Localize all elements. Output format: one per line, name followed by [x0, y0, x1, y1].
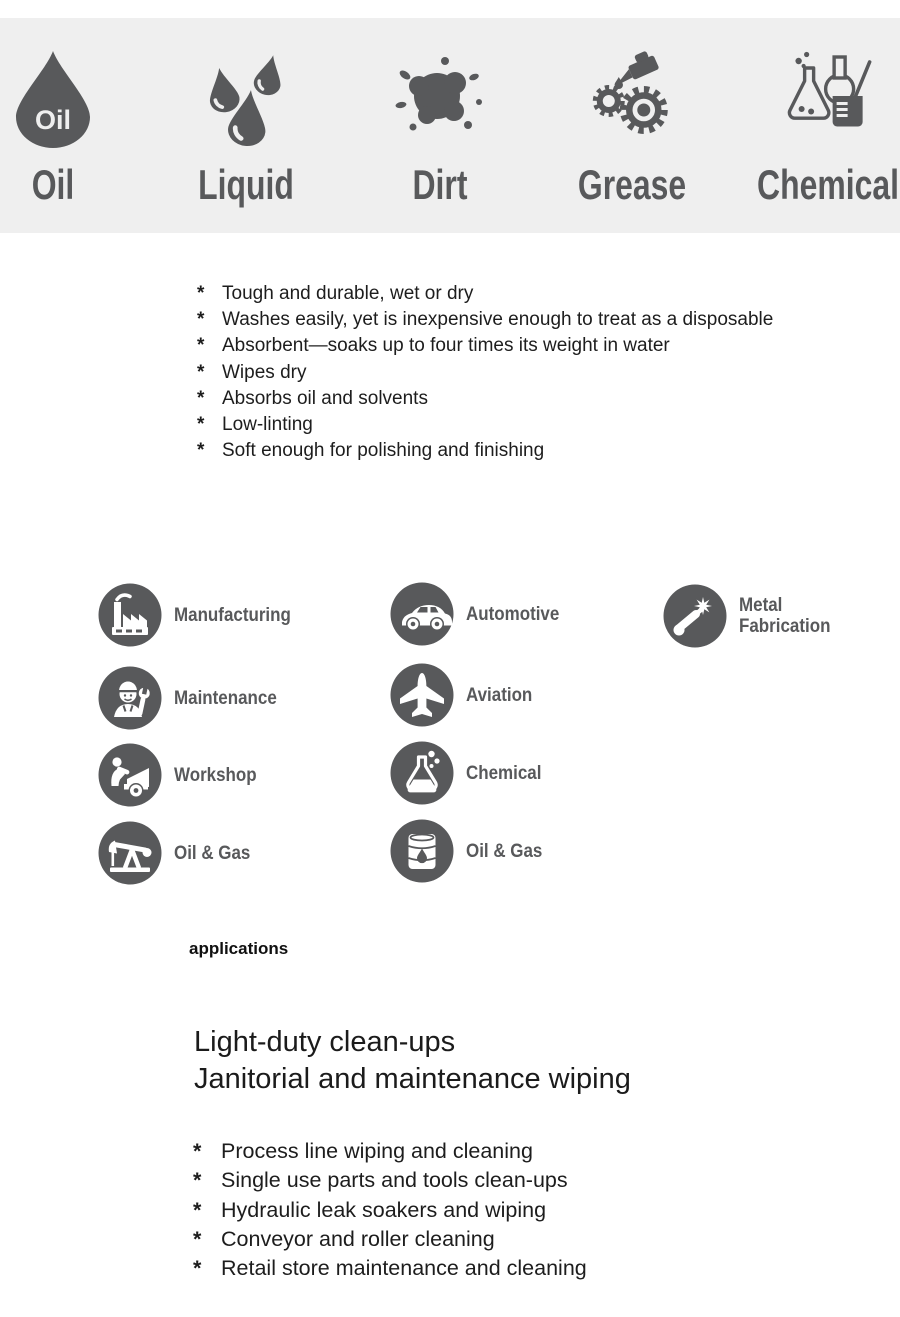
- hazard-label: Grease: [577, 161, 687, 208]
- dirt-splatter-icon: [390, 48, 490, 148]
- hazard-label: Liquid: [198, 161, 294, 208]
- industry-item-workshop: [98, 743, 269, 807]
- bullet-star: *: [193, 1139, 202, 1163]
- list-item: [193, 1166, 587, 1195]
- list-item: [197, 412, 773, 438]
- application-text: Single use parts and tools clean-ups: [221, 1168, 568, 1193]
- list-item: [197, 438, 773, 464]
- industry-label: Automotive: [466, 602, 560, 625]
- application-text: Conveyor and roller cleaning: [221, 1226, 495, 1251]
- application-text: Process line wiping and cleaning: [221, 1139, 533, 1163]
- industry-label: Aviation: [466, 683, 533, 706]
- application-text: Hydraulic leak soakers and wiping: [221, 1197, 547, 1222]
- industry-item-aviation: [390, 663, 542, 727]
- hazard-label: Dirt: [412, 161, 468, 208]
- car-repair-icon: [98, 743, 162, 807]
- oil-drum-icon: [390, 819, 454, 883]
- feature-text: Soft enough for polishing and finishing: [222, 440, 545, 462]
- highlight-line: Janitorial and maintenance wiping: [194, 1063, 631, 1095]
- feature-list: [197, 281, 773, 464]
- list-item: [193, 1137, 587, 1166]
- industry-label: Maintenance: [174, 686, 277, 709]
- applications-heading: applications: [189, 939, 289, 958]
- oil-drop-icon-text: Oil: [35, 105, 71, 135]
- industry-label: Workshop: [174, 763, 257, 786]
- application-text: Retail store maintenance and cleaning: [221, 1256, 587, 1281]
- list-item: [193, 1225, 587, 1254]
- bullet-star: *: [193, 1226, 202, 1251]
- airplane-icon: [390, 663, 454, 727]
- bullet-star: *: [197, 440, 205, 462]
- welding-icon: [663, 584, 727, 648]
- industry-item-automotive: [390, 582, 573, 646]
- bullet-star: *: [197, 309, 205, 331]
- list-item: [197, 281, 773, 307]
- industry-label: Oil & Gas: [466, 839, 543, 862]
- oil-drop-icon: [3, 48, 103, 148]
- list-item: [197, 307, 773, 333]
- industry-label: Chemical: [466, 761, 542, 784]
- list-item: [193, 1196, 587, 1225]
- bullet-star: *: [193, 1256, 202, 1281]
- pumpjack-icon: [98, 821, 162, 885]
- industry-item-oil-gas-drum: [390, 819, 554, 883]
- feature-text: Absorbs oil and solvents: [222, 387, 428, 409]
- car-icon: [390, 582, 454, 646]
- bullet-star: *: [197, 361, 205, 383]
- hazard-banner: [0, 18, 900, 233]
- industry-label: Manufacturing: [174, 603, 291, 626]
- bullet-star: *: [197, 335, 205, 357]
- list-item: [197, 333, 773, 359]
- liquid-drops-icon: [196, 48, 296, 148]
- hazard-cell-chemical: [735, 48, 900, 206]
- feature-text: Washes easily, yet is inexpensive enough to treat as a disposable: [222, 309, 774, 331]
- hazard-cell-liquid: [183, 48, 309, 206]
- mechanic-icon: [98, 666, 162, 730]
- industry-item-oil-gas: [98, 821, 262, 885]
- hazard-label: Oil: [31, 161, 75, 208]
- bullet-star: *: [193, 1197, 202, 1222]
- chemical-flasks-icon: [778, 48, 878, 148]
- feature-text: Tough and durable, wet or dry: [222, 283, 474, 304]
- bullet-star: *: [193, 1168, 202, 1193]
- bullet-star: *: [197, 283, 205, 304]
- industry-item-chemical: [390, 741, 553, 805]
- hazard-cell-oil: [3, 48, 103, 206]
- feature-text: Low-linting: [222, 414, 313, 436]
- feature-text: Absorbent—soaks up to four times its weight in water: [222, 335, 670, 357]
- applications-highlights: [194, 1024, 631, 1098]
- factory-icon: [98, 583, 162, 647]
- industry-item-maintenance: [98, 666, 292, 730]
- list-item: [197, 360, 773, 386]
- list-item: [193, 1254, 587, 1283]
- bullet-star: *: [197, 414, 205, 436]
- bullet-star: *: [197, 387, 205, 409]
- hazard-cell-grease: [561, 48, 703, 206]
- applications-list: [193, 1137, 587, 1283]
- hazard-label: Chemical: [757, 161, 899, 208]
- grease-gears-icon: [582, 48, 682, 148]
- hazard-cell-dirt: [390, 48, 490, 206]
- industry-label: Oil & Gas: [174, 841, 251, 864]
- industry-label: Metal Fabrication: [739, 594, 831, 637]
- industry-item-manufacturing: [98, 583, 308, 647]
- feature-text: Wipes dry: [222, 361, 307, 383]
- industry-item-metal-fabrication: [663, 584, 844, 648]
- list-item: [197, 386, 773, 412]
- flask-icon: [390, 741, 454, 805]
- highlight-line: Light-duty clean-ups: [194, 1026, 456, 1058]
